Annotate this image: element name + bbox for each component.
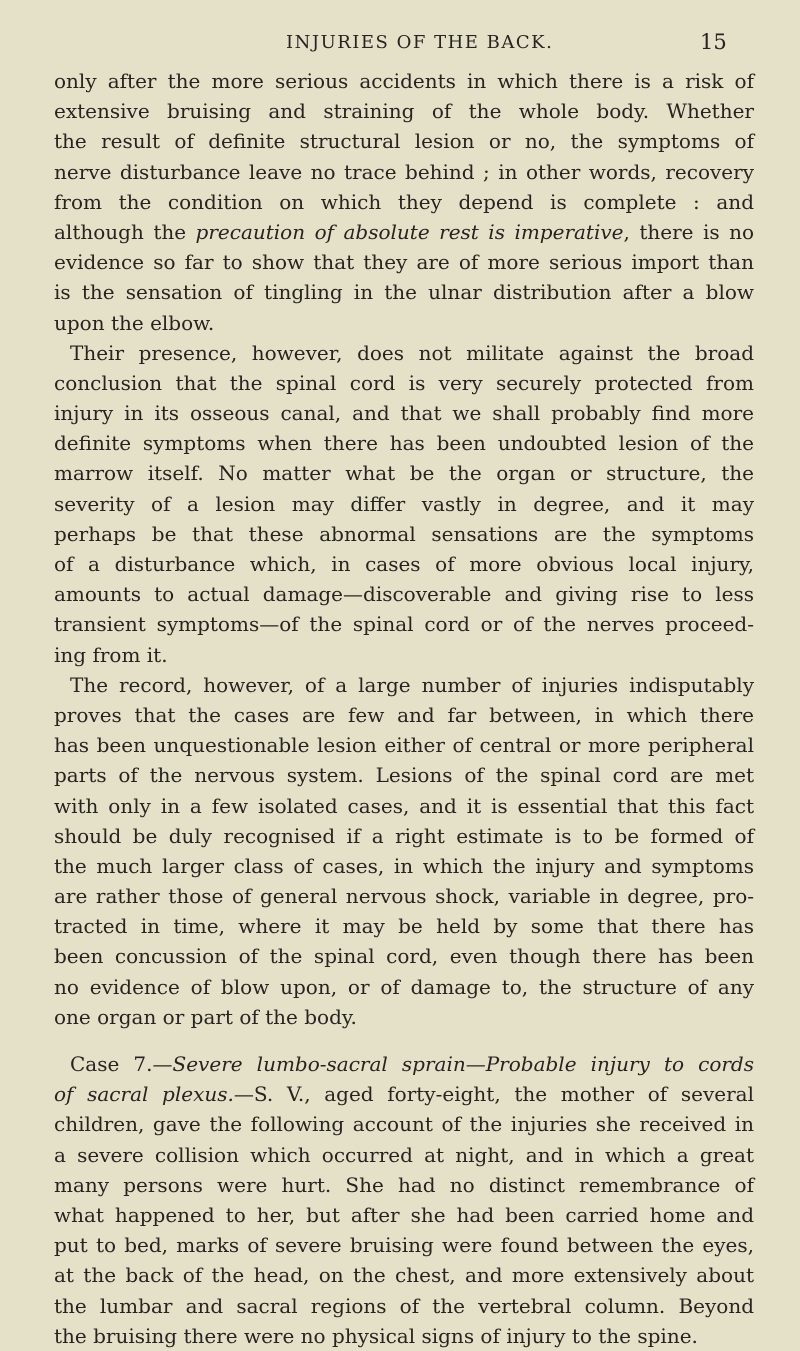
text-line: severity of a lesion may differ vastly in degree, and it may <box>54 491 754 516</box>
text-line: the bruising there were no physical signs of injury to the spine. <box>54 1323 698 1348</box>
text-line: transient symptoms—of the spinal cord or of the nerves proceed- <box>54 612 754 637</box>
text-line: been concussion of the spinal cord, even though there has been <box>54 944 754 969</box>
text-line: children, gave the following account of the injuries she received in <box>54 1112 754 1137</box>
text-line: injury in its osseous canal, and that we shall probably find more <box>54 401 754 426</box>
text-line: conclusion that the spinal cord is very securely protected from <box>54 370 754 395</box>
italic-phrase: Severe lumbo-sacral sprain—Probable injury to cords <box>172 1052 754 1076</box>
text-line: the lumbar and sacral regions of the vertebral column. Beyond <box>54 1293 754 1318</box>
text-line: only after the more serious accidents in which there is a risk of <box>54 69 754 93</box>
text-line: has been unquestionable lesion either of central or more peripheral <box>54 733 754 758</box>
text-line: proves that the cases are few and far between, in which there <box>54 702 754 727</box>
text-line: although the precaution of absolute rest is imperative, there is no <box>54 219 754 244</box>
text-line: put to bed, marks of severe bruising were found between the eyes, <box>54 1233 754 1258</box>
body-text <box>54 66 754 1351</box>
paragraph-1 <box>54 66 754 338</box>
section-gap <box>54 1032 754 1049</box>
text-line: ing from it. <box>54 642 168 667</box>
text-line: perhaps be that these abnormal sensations are the symptoms <box>54 521 754 546</box>
text-line: of a disturbance which, in cases of more obvious local injury, <box>54 552 754 576</box>
paragraph-2 <box>54 338 754 670</box>
text-line: upon the elbow. <box>54 310 215 335</box>
text-line: no evidence of blow upon, or of damage to, the structure of any <box>54 974 754 999</box>
text-line: should be duly recognised if a right estimate is to be formed of <box>54 823 754 848</box>
text-line: from the condition on which they depend is complete : and <box>54 189 754 214</box>
page-number: 15 <box>700 30 727 54</box>
text-line: evidence so far to show that they are of more serious import than <box>54 250 754 275</box>
text-line: amounts to actual damage—discoverable and giving rise to less <box>54 582 754 607</box>
case-heading-line: Case 7.—Severe lumbo-sacral sprain—Probable injury to cords <box>70 1052 754 1076</box>
text-line: nerve disturbance leave no trace behind ; in other words, recovery <box>54 159 754 184</box>
running-head <box>0 30 800 60</box>
case-paragraph <box>54 1049 754 1351</box>
italic-phrase: precaution of absolute rest is imperative <box>195 219 624 244</box>
text-line: tracted in time, where it may be held by some that there has <box>54 914 754 939</box>
text-line: definite symptoms when there has been undoubted lesion of the <box>54 431 754 456</box>
text-line: a severe collision which occurred at night, and in which a great <box>54 1142 754 1167</box>
paragraph-3 <box>54 670 754 1032</box>
text-line: many persons were hurt. She had no distinct remembrance of <box>54 1172 754 1197</box>
text-line: Their presence, however, does not militate against the broad <box>70 340 754 365</box>
text-line: extensive bruising and straining of the whole body. Whether <box>54 99 754 124</box>
text-line: are rather those of general nervous shock, variable in degree, pro- <box>54 884 754 909</box>
text-line: what happened to her, but after she had been carried home and <box>54 1202 754 1227</box>
text-line: one organ or part of the body. <box>54 1004 357 1029</box>
running-title: INJURIES OF THE BACK. <box>286 32 554 53</box>
text-line: of sacral plexus.—S. V., aged forty-eight, the mother of several <box>54 1082 754 1107</box>
text-line: the result of definite structural lesion or no, the symptoms of <box>54 129 754 154</box>
text-line: is the sensation of tingling in the ulnar distribution after a blow <box>54 280 754 305</box>
italic-phrase: of sacral plexus. <box>54 1082 234 1107</box>
text-line: the much larger class of cases, in which the injury and symptoms <box>54 853 754 878</box>
text-line: parts of the nervous system. Lesions of the spinal cord are met <box>54 763 754 788</box>
text-line: with only in a few isolated cases, and it is essential that this fact <box>54 793 754 818</box>
text-line: at the back of the head, on the chest, and more extensively about <box>54 1263 754 1288</box>
text-line: The record, however, of a large number of injuries indisputably <box>70 672 754 697</box>
text-line: marrow itself. No matter what be the organ or structure, the <box>54 461 754 486</box>
